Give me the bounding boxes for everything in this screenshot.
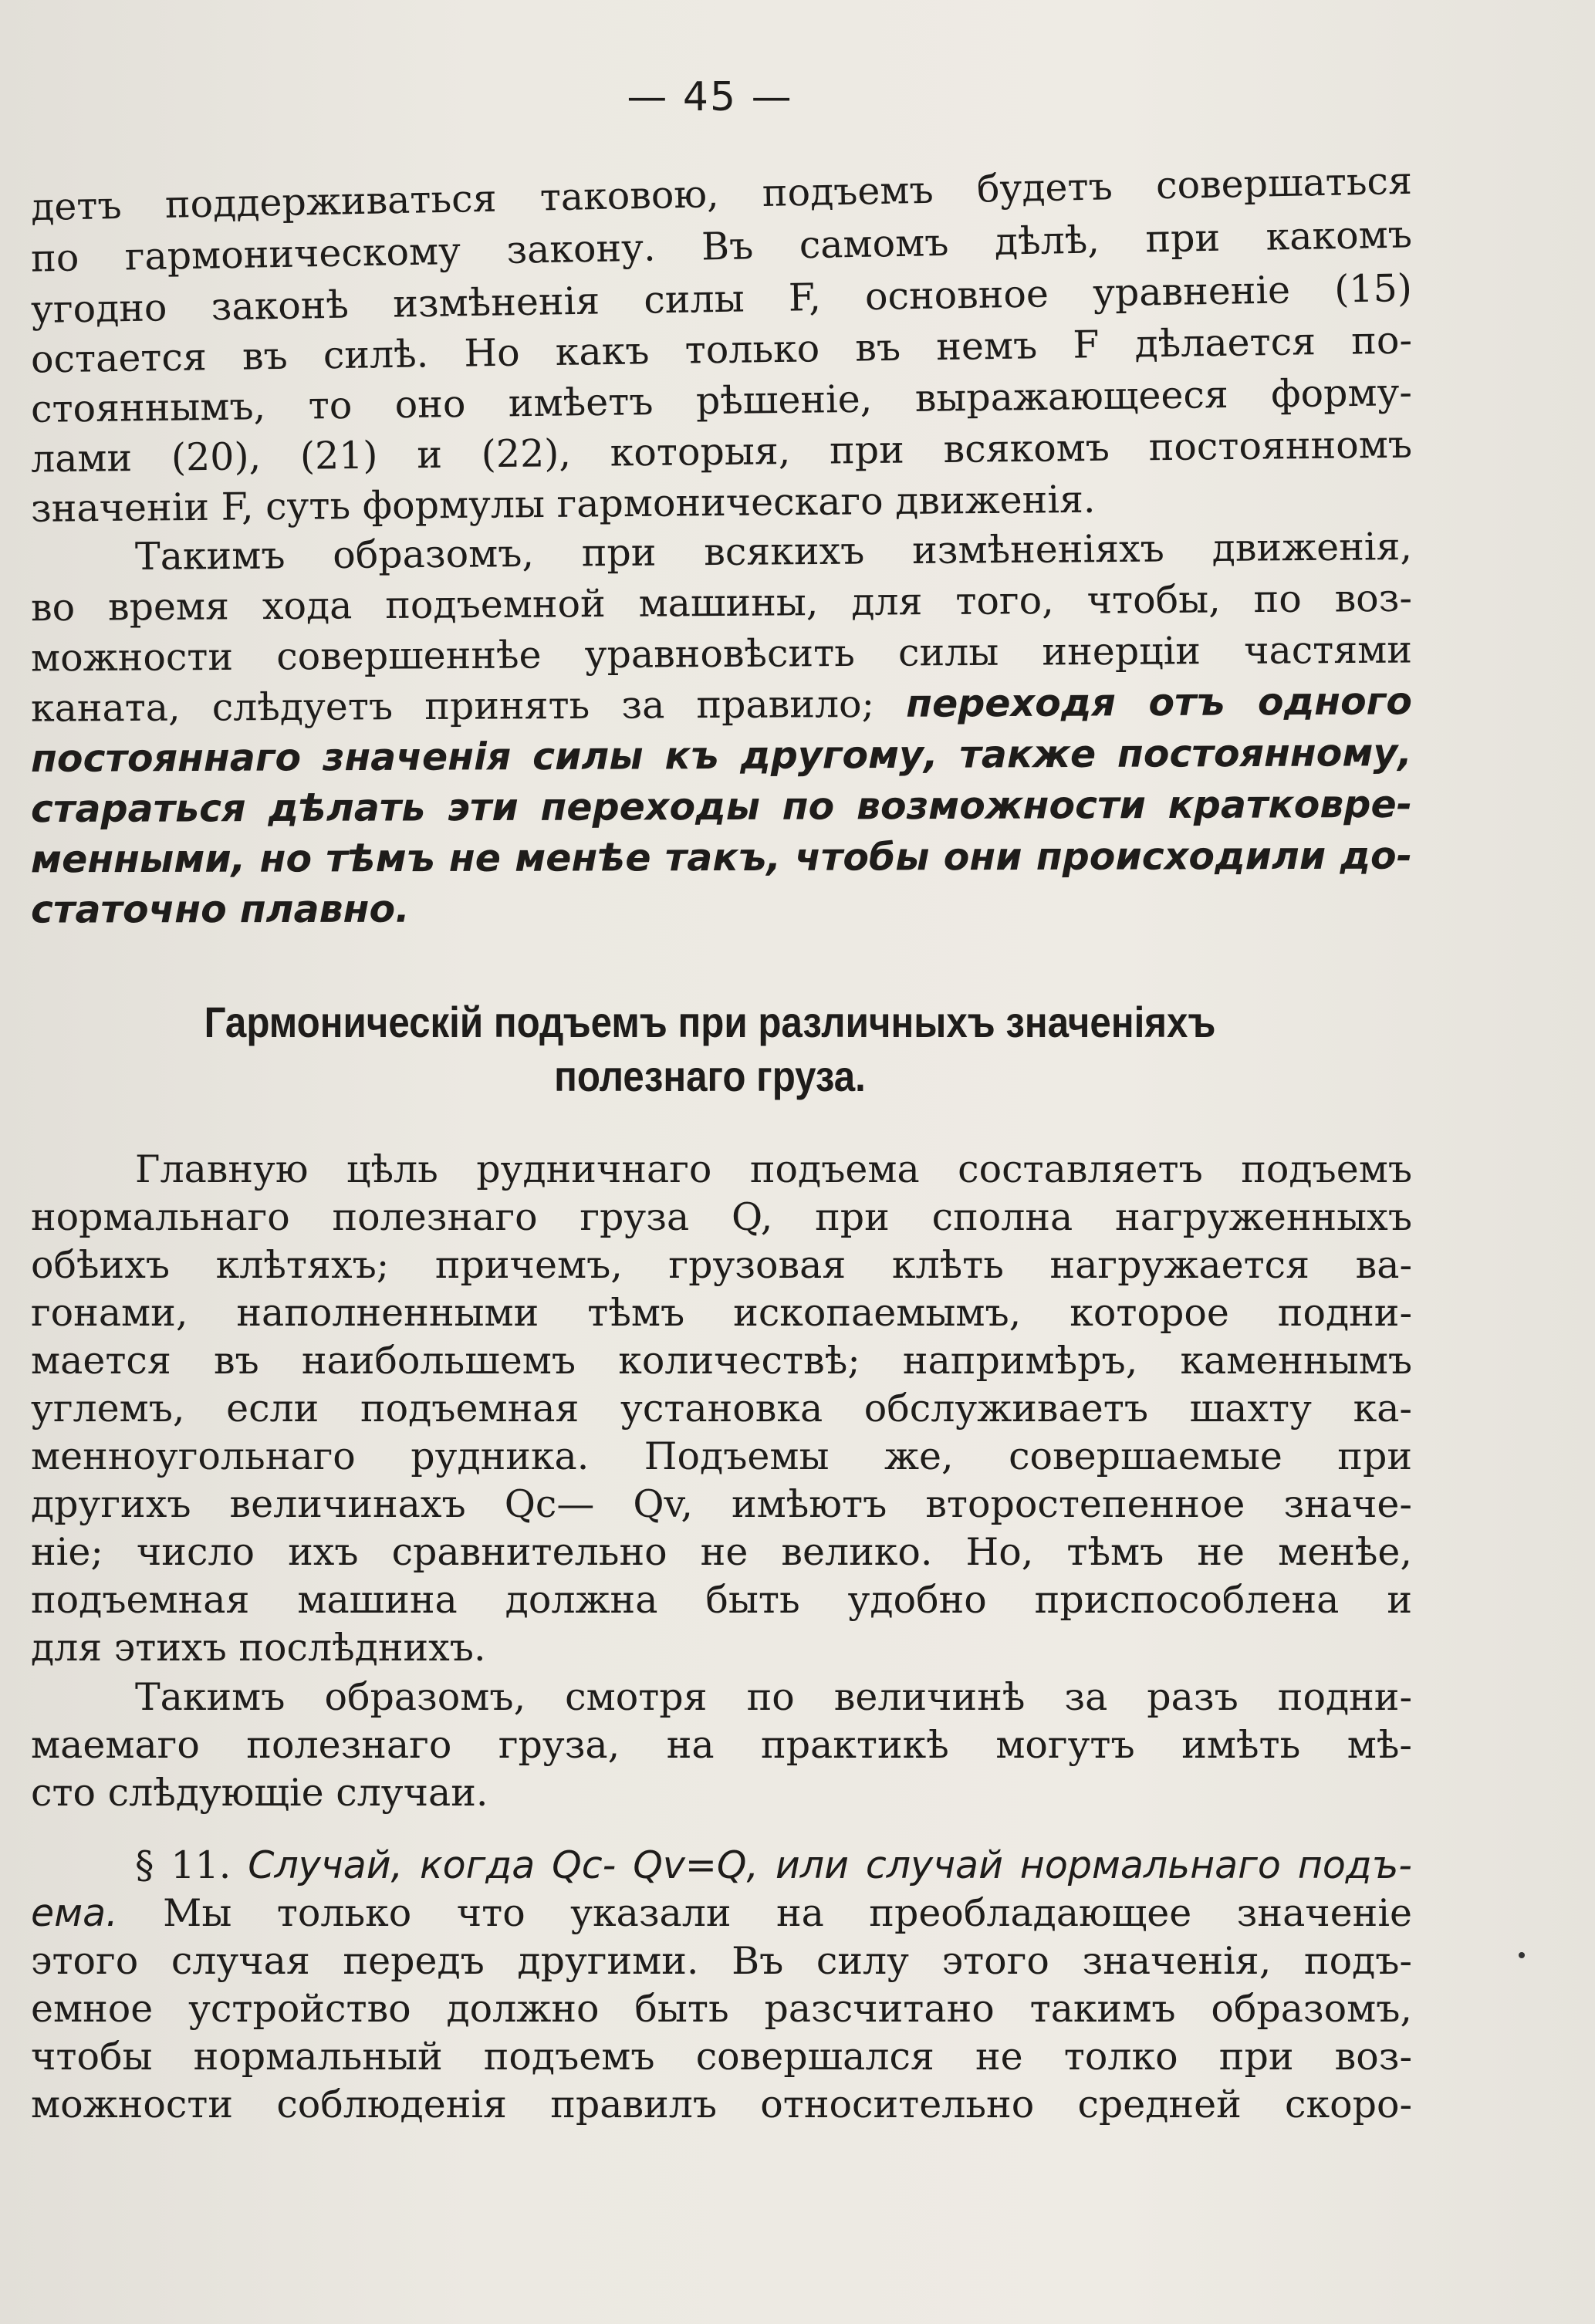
paper-speck <box>1519 1952 1525 1958</box>
text-line: значеніи F, суть формулы гармоническаго движенія. <box>30 477 1096 531</box>
text-line: Такимъ образомъ, при всякихъ измѣненіяхъ движенія, <box>134 524 1413 579</box>
text-line-mixed <box>31 678 1412 731</box>
text-line: остается въ силѣ. Но какъ только въ немъ F дѣлается по- <box>30 318 1413 382</box>
section-heading-line-2: полезнаго груза. <box>554 1052 866 1100</box>
italic-rule-line: статочно плавно. <box>30 887 410 932</box>
text-line: другихъ величинахъ Qc— Qv, имѣютъ второстепенное значе- <box>31 1482 1412 1526</box>
text-line: емное устройство должно быть разсчитано такимъ образомъ, <box>31 1987 1412 2031</box>
text-line: для этихъ послѣднихъ. <box>31 1626 486 1670</box>
text-line: стояннымъ, то оно имѣетъ рѣшеніе, выражающееся форму- <box>30 370 1413 431</box>
text-line: углемъ, если подъемная установка обслуживаетъ шахту ка- <box>31 1387 1412 1431</box>
text-line: менноугольнаго рудника. Подъемы же, совершаемые при <box>31 1434 1412 1478</box>
italic-rule-text: переходя отъ одного <box>906 679 1413 726</box>
text-line: во время хода подъемной машины, для того, чтобы, по воз- <box>30 576 1413 630</box>
text-line: этого случая передъ другими. Въ силу этого значенія, подъ- <box>31 1939 1412 1983</box>
section-title-end: ема. <box>31 1891 118 1935</box>
text-line: можности соблюденія правилъ относительно средней скоро- <box>31 2082 1412 2126</box>
text-line: лами (20), (21) и (22), которыя, при всякомъ постоянномъ <box>30 422 1413 481</box>
italic-rule-line: постояннаго значенія силы къ другому, также постоянному, <box>30 731 1413 781</box>
text-line: детъ поддерживаться таковою, подъемъ будетъ совершаться <box>30 158 1413 230</box>
italic-rule-line: стараться дѣлать эти переходы по возможности кратковре- <box>30 782 1413 832</box>
italic-rule-line: менными, но тѣмъ не менѣе такъ, чтобы они происходили до- <box>30 833 1413 882</box>
text-line: сто слѣдующіе случаи. <box>31 1771 488 1815</box>
text-line: мается въ наибольшемъ количествѣ; напримѣръ, каменнымъ <box>31 1339 1412 1383</box>
text-line: маемаго полезнаго груза, на практикѣ могутъ имѣть мѣ- <box>31 1723 1412 1767</box>
text-line: можности совершеннѣе уравновѣсить силы инерціи частями <box>30 627 1413 681</box>
section-title: Случай, когда Qc- Qv=Q, или случай нормальнаго подъ- <box>248 1843 1412 1887</box>
text-line: гонами, наполненными тѣмъ ископаемымъ, которое подни- <box>31 1291 1412 1335</box>
text-line: чтобы нормальный подъемъ совершался не толко при воз- <box>31 2035 1412 2079</box>
text-line: по гармоническому закону. Въ самомъ дѣлѣ, при какомъ <box>30 212 1413 281</box>
text-line: обѣихъ клѣтяхъ; причемъ, грузовая клѣть нагружается ва- <box>31 1243 1412 1287</box>
text-line: ніе; число ихъ сравнительно не велико. Но, тѣмъ не менѣе, <box>31 1530 1412 1574</box>
text-line: подъемная машина должна быть удобно приспособлена и <box>31 1578 1412 1622</box>
regular-text: каната, слѣдуетъ принять за правило; <box>30 681 875 731</box>
text-line: Главную цѣль рудничнаго подъема составляетъ подъемъ <box>135 1147 1412 1191</box>
section-heading-line-1: Гармоническій подъемъ при различныхъ значеніяхъ <box>204 998 1216 1046</box>
text-line: угодно законѣ измѣненія силы F, основное уравненіе (15) <box>30 265 1413 333</box>
text-line: нормальнаго полезнаго груза Q, при сполна нагруженныхъ <box>31 1195 1412 1239</box>
page-number: — 45 — <box>627 74 793 120</box>
section-title-line <box>31 1843 1412 1889</box>
text-line: Такимъ образомъ, смотря по величинѣ за разъ подни- <box>135 1675 1412 1719</box>
regular-text: Мы только что указали на преобладающее значеніе <box>163 1891 1412 1935</box>
text-line-mixed <box>31 1890 1412 1937</box>
section-number: § 11. <box>135 1843 231 1887</box>
